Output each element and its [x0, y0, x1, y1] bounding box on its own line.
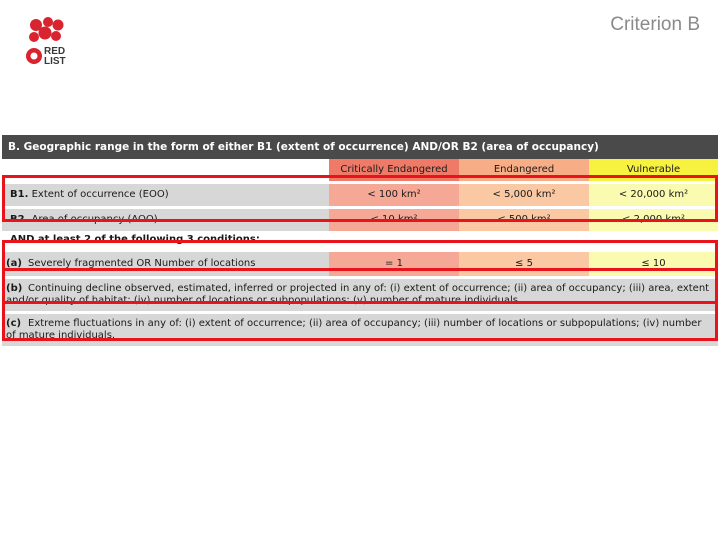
b1-value-cr: < 100 km² [329, 184, 459, 206]
b2-value-cr: < 10 km² [329, 209, 459, 231]
b2-value-en: < 500 km² [459, 209, 589, 231]
b2-value-vu: < 2,000 km² [589, 209, 718, 231]
row-text-b1: Extent of occurrence (EOO) [31, 189, 169, 200]
row-code-b2: B2. [10, 214, 29, 225]
condition-c-letter: (c) [6, 318, 22, 329]
highlight-box-condition-b [2, 268, 718, 304]
condition-a-letter: (a) [6, 258, 22, 269]
row-text-b2: Area of occupancy (AOO) [31, 214, 158, 225]
category-critically-endangered: Critically Endangered [329, 159, 459, 181]
b1-value-en: < 5,000 km² [459, 184, 589, 206]
logo-text-list: LIST [44, 56, 66, 67]
category-endangered: Endangered [459, 159, 589, 181]
table-title: B. Geographic range in the form of either B1 (extent of occurrence) AND/OR B2 (area of occupancy) [2, 135, 718, 159]
red-list-logo [22, 16, 82, 70]
condition-a-value-vu: ≤ 10 [589, 252, 718, 276]
highlight-box-b-rows [2, 175, 718, 222]
condition-b-letter: (b) [6, 283, 23, 294]
condition-a-value-en: ≤ 5 [459, 252, 589, 276]
condition-a-value-cr: = 1 [329, 252, 459, 276]
condition-b-text: Continuing decline observed, estimated, inferred or projected in any of: (i) extent of occurrence; (ii) area of occupancy; (iii) area, extent and/or quality of habitat; (iv) number of locations or subpopulations; (v) number of mature individuals. [6, 283, 710, 306]
table-title-row [2, 135, 718, 159]
logo-text-red: RED [44, 46, 66, 57]
condition-a-text: Severely fragmented OR Number of locations [28, 258, 256, 269]
and-conditions-text: AND at least 2 of the following 3 conditions: [2, 231, 718, 249]
slide-title: Criterion B [610, 14, 700, 35]
b1-value-vu: < 20,000 km² [589, 184, 718, 206]
condition-c-text: Extreme fluctuations in any of: (i) extent of occurrence; (ii) area of occupancy; (iii) number of locations or subpopulations; (iv) number of mature individuals. [6, 318, 702, 341]
row-code-b1: B1. [10, 189, 29, 200]
category-vulnerable: Vulnerable [589, 159, 718, 181]
